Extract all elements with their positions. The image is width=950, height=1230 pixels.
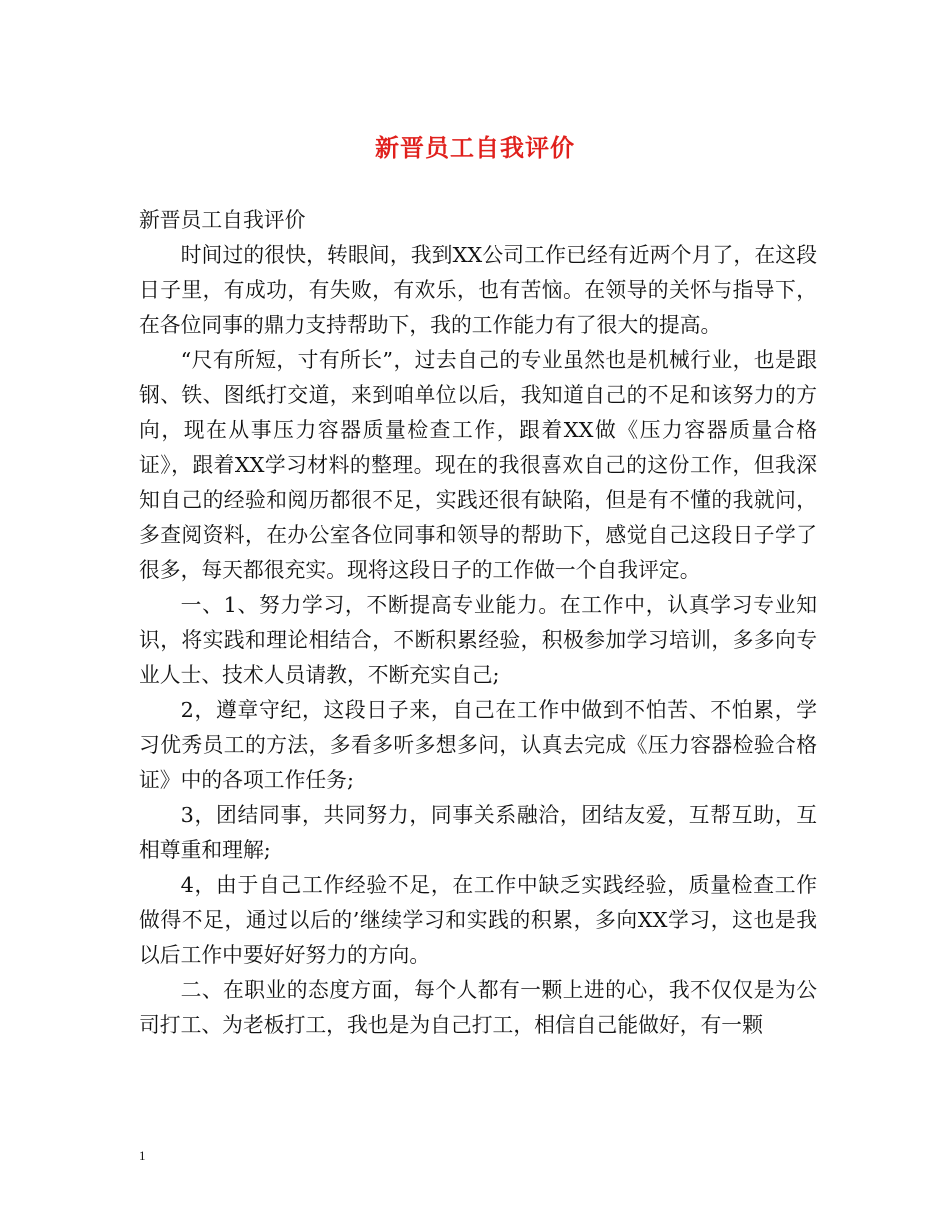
document-subtitle: 新晋员工自我评价	[139, 208, 306, 232]
paragraph-background: “尺有所短，寸有所长”，过去自己的专业虽然也是机械行业，也是跟钢、铁、图纸打交道，来到咱单位以后，我知道自己的不足和该努力的方向，现在从事压力容器质量检查工作，跟着XX做《压力容器质量合格证》，跟着XX学习材料的整理。现在的我很喜欢自己的这份工作，但我深知自己的经验和阅历都很不足，实践还很有缺陷，但是有不懂的我就问，多查阅资料，在办公室各位同事和领导的帮助下，感觉自己这段日子学了很多，每天都很充实。现将这段日子的工作做一个自我评定。	[139, 348, 817, 582]
page-number: 1	[139, 1148, 146, 1163]
paragraph-item-4: 4，由于自己工作经验不足，在工作中缺乏实践经验，质量检查工作做得不足，通过以后的’继续学习和实践的积累，多向XX学习，这也是我以后工作中要好好努力的方向。	[139, 873, 817, 967]
paragraph-section-2: 二、在职业的态度方面，每个人都有一颗上进的心，我不仅仅是为公司打工、为老板打工，我也是为自己打工，相信自己能做好，有一颗	[139, 978, 817, 1037]
paragraph-item-3: 3，团结同事，共同努力，同事关系融洽，团结友爱，互帮互助，互相尊重和理解;	[139, 803, 817, 862]
document-body	[139, 203, 817, 1043]
document-title: 新晋员工自我评价	[375, 133, 575, 162]
paragraph-item-2: 2，遵章守纪，这段日子来，自己在工作中做到不怕苦、不怕累，学习优秀员工的方法，多看多听多想多问，认真去完成《压力容器检验合格证》中的各项工作任务;	[139, 698, 817, 792]
paragraph-intro: 时间过的很快，转眼间，我到XX公司工作已经有近两个月了，在这段日子里，有成功，有失败，有欢乐，也有苦恼。在领导的关怀与指导下，在各位同事的鼎力支持帮助下，我的工作能力有了很大的提高。	[139, 243, 817, 337]
paragraph-item-1: 一、1、努力学习，不断提高专业能力。在工作中，认真学习专业知识，将实践和理论相结合，不断积累经验，积极参加学习培训，多多向专业人士、技术人员请教，不断充实自己;	[139, 593, 817, 687]
